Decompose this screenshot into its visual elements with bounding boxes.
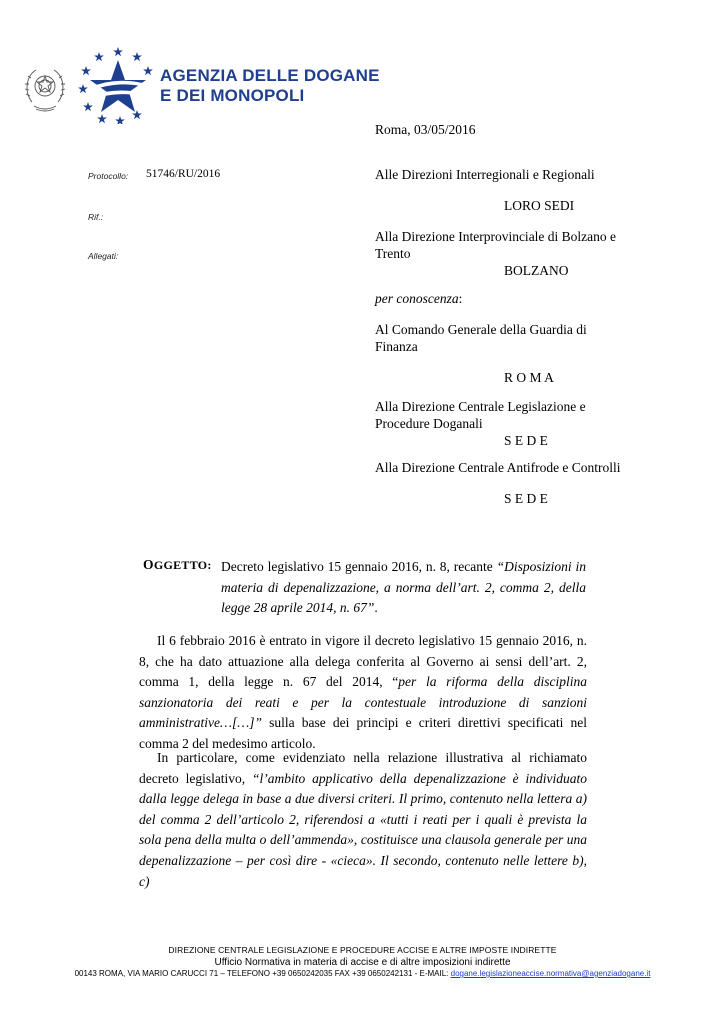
body-p1-text-b: sulla base dei principi e criteri direttivi specificati nel comma 2 del medesimo articolo. bbox=[139, 715, 587, 751]
body-p1-text-a: Il 6 febbraio 2016 è entrato in vigore il decreto legislativo 15 gennaio 2016, n. 8, che ha dato attuazione alla delega conferita al Governo ai sensi dell’art. 2, comma 1, della legge n. 67 del 2014, “ bbox=[139, 633, 587, 690]
protocollo-label: Protocollo: bbox=[88, 171, 129, 181]
recipient-2 bbox=[375, 228, 630, 279]
recipient-1 bbox=[375, 166, 595, 214]
body-p2-text-a: In particolare, come evidenziato nella relazione illustrativa al richiamato decreto legislativo, bbox=[139, 750, 587, 786]
footer-contacts bbox=[0, 969, 725, 978]
recipient-1-seat: LORO SEDI bbox=[504, 198, 575, 213]
subject-text-plain: Decreto legislativo 15 gennaio 2016, n. 8, recante bbox=[221, 559, 497, 574]
recipient-5-name: Alla Direzione Centrale Antifrode e Controlli bbox=[375, 460, 621, 475]
footer-directorate: DIREZIONE CENTRALE LEGISLAZIONE E PROCEDURE ACCISE E ALTRE IMPOSTE INDIRETTE bbox=[168, 945, 557, 955]
subject-text-title: “Disposizioni in materia di depenalizzazione, a norma dell’art. 2, comma 2, della legge 28 aprile 2014, n. 67” bbox=[221, 559, 586, 615]
body-p1-quote: per la riforma della disciplina sanzionatoria dei reati e per la contestuale introduzione di sanzioni amministrative…[…]” bbox=[139, 674, 587, 731]
subject-label-initial: O bbox=[143, 557, 154, 572]
body-paragraph-1 bbox=[139, 631, 587, 755]
agency-star-logo-icon bbox=[78, 46, 156, 124]
per-conoscenza: per conoscenza: bbox=[375, 291, 463, 306]
agency-name-line1: AGENZIA DELLE DOGANE bbox=[160, 66, 380, 85]
recipient-2-seat: BOLZANO bbox=[504, 263, 569, 278]
recipient-3 bbox=[375, 321, 630, 386]
recipient-2-name: Alla Direzione Interprovinciale di Bolzano e Trento bbox=[375, 229, 617, 261]
recipient-4-name: Alla Direzione Centrale Legislazione e Procedure Doganali bbox=[375, 399, 586, 431]
recipient-4 bbox=[375, 398, 630, 449]
footer bbox=[0, 945, 725, 978]
footer-email-link[interactable]: dogane.legislazioneaccise.normativa@agenziadogane.it bbox=[450, 969, 651, 978]
recipient-5-seat: S E D E bbox=[504, 491, 548, 506]
agency-name-line2: E DEI MONOPOLI bbox=[160, 86, 305, 105]
rif-label: Rif.: bbox=[88, 212, 104, 222]
protocollo-value: 51746/RU/2016 bbox=[146, 168, 221, 180]
recipient-5 bbox=[375, 459, 635, 507]
footer-office: Ufficio Normativa in materia di accise e di altre imposizioni indirette bbox=[214, 957, 511, 968]
allegati-label: Allegati: bbox=[88, 251, 119, 261]
body-paragraph-2 bbox=[139, 748, 587, 892]
subject-text-end: . bbox=[374, 600, 378, 615]
recipient-1-name: Alle Direzioni Interregionali e Regionali bbox=[375, 167, 595, 182]
place-date: Roma, 03/05/2016 bbox=[375, 122, 476, 137]
per-conoscenza-label: per conoscenza bbox=[375, 291, 459, 306]
recipient-3-seat: R O M A bbox=[504, 370, 554, 385]
footer-address: 00143 ROMA, VIA MARIO CARUCCI 71 – TELEFONO +39 0650242035 FAX +39 0650242131 - E-MAIL: bbox=[74, 969, 451, 978]
body-p2-quote: “l’ambito applicativo della depenalizzazione è individuato dalla legge delega in base a due diversi criteri. Il primo, contenuto nella lettera a) del comma 2 dell’articolo 2, riferendosi a «tutti i reati per i quali è prevista la sola pena della multa o dell’ammenda», costituisce una clausola generale per una depenalizzazione – per così dire - «cieca». Il secondo, contenuto nelle lettere b), c) bbox=[139, 770, 587, 889]
subject-label bbox=[143, 557, 212, 573]
subject-label-rest: GGETTO: bbox=[153, 558, 212, 572]
republic-emblem-icon bbox=[22, 62, 68, 114]
recipient-3-name: Al Comando Generale della Guardia di Finanza bbox=[375, 322, 587, 354]
recipient-4-seat: S E D E bbox=[504, 433, 548, 448]
subject-text bbox=[221, 557, 586, 619]
